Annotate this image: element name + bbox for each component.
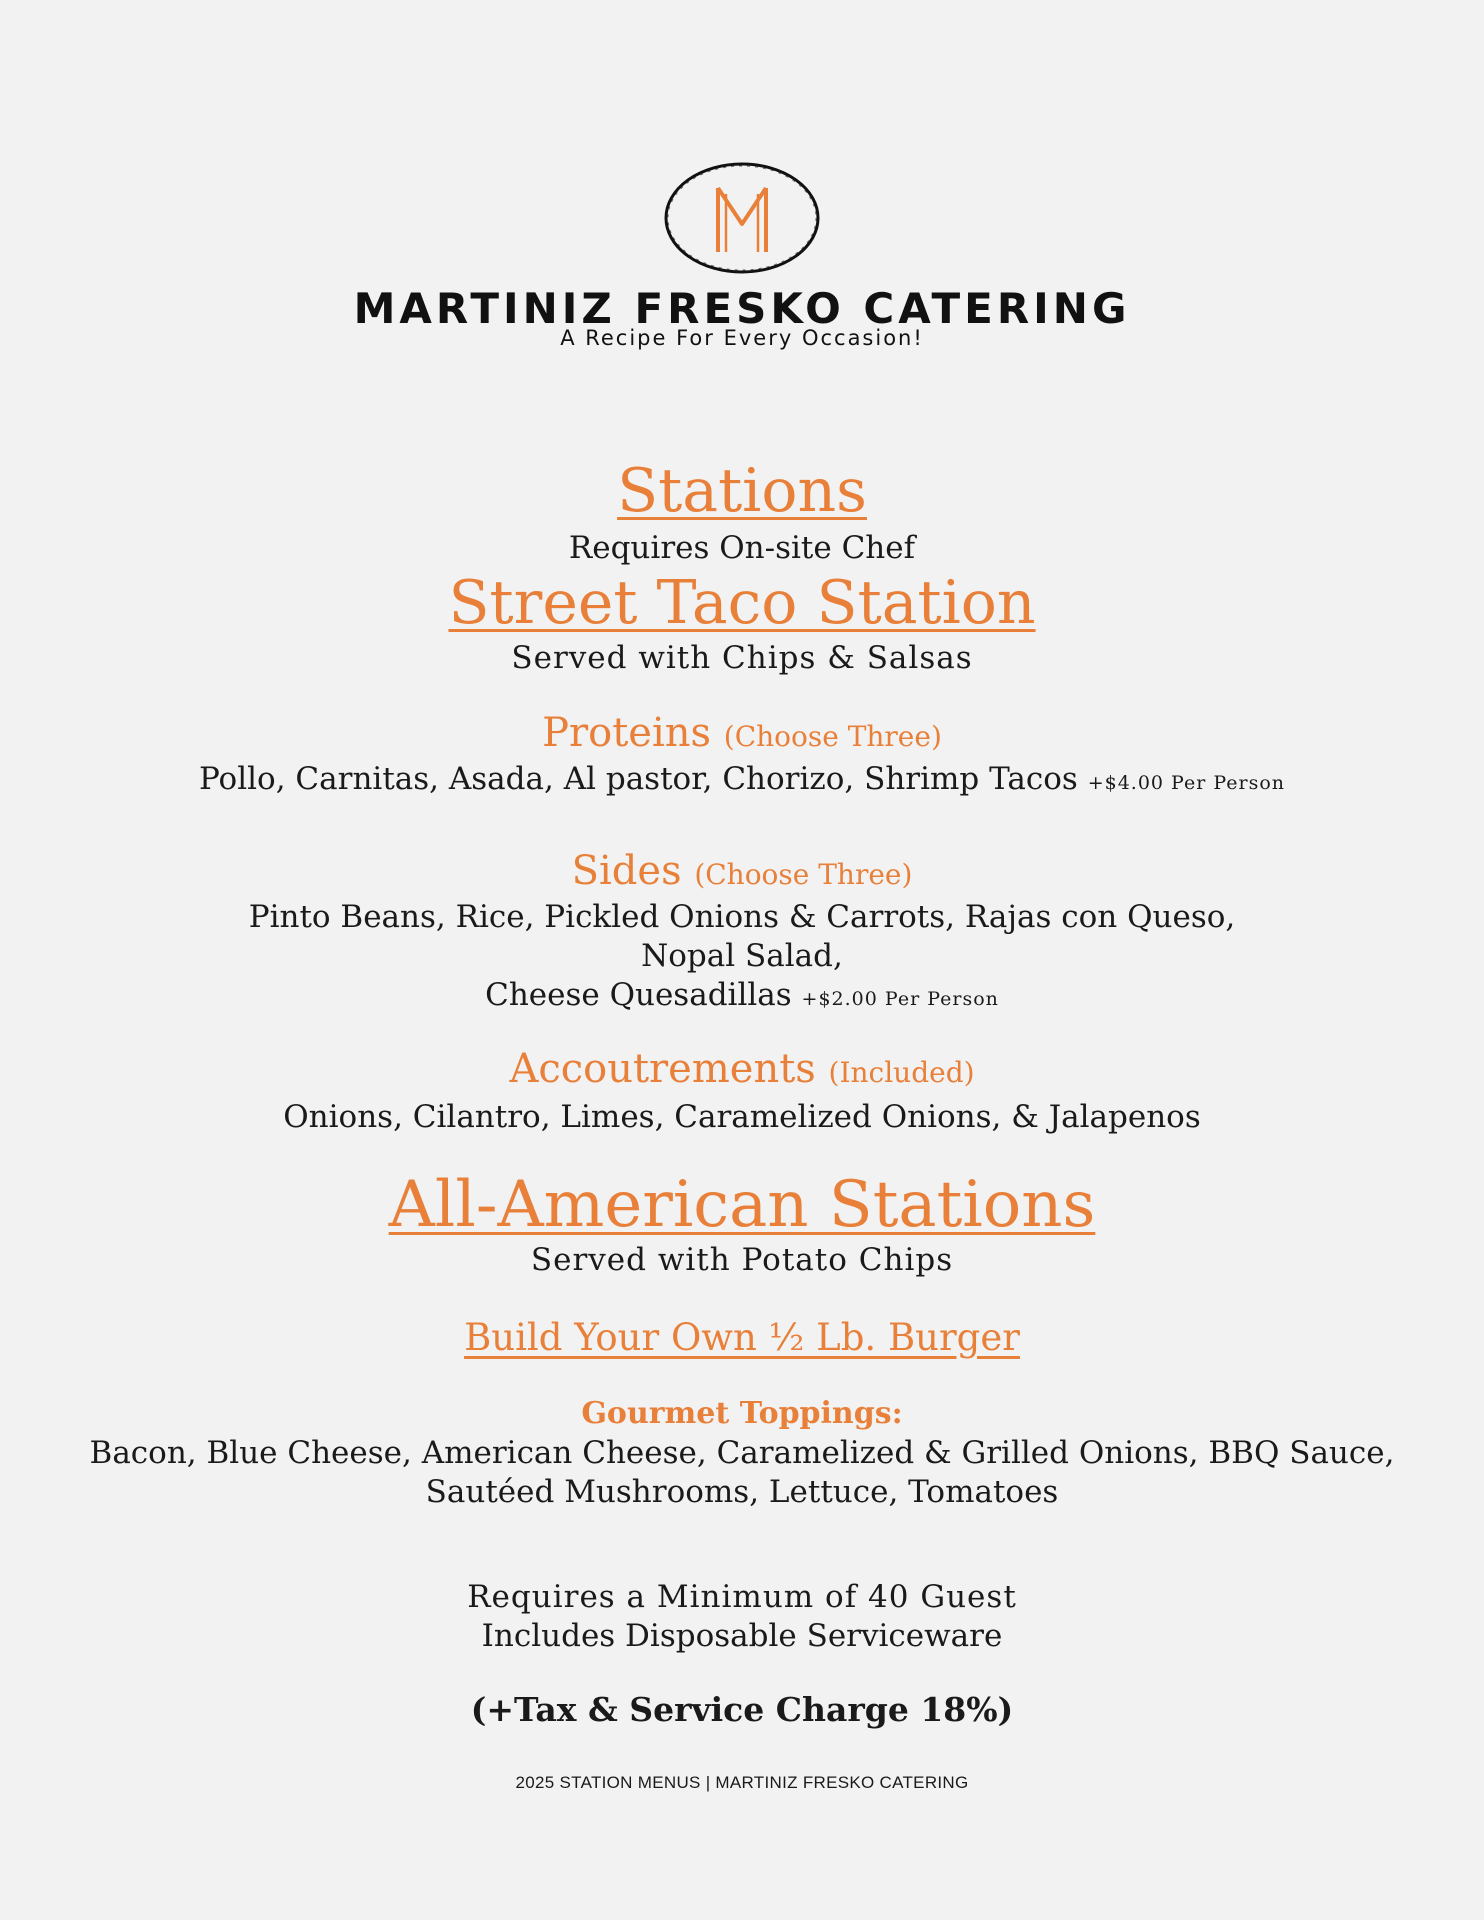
page-title: Stations xyxy=(617,456,867,526)
sides-heading xyxy=(0,848,1484,894)
page-footer: 2025 STATION MENUS | MARTINIZ FRESKO CATERING xyxy=(515,1773,969,1792)
sides-line-2: Nopal Salad, xyxy=(641,938,843,974)
logo-emblem xyxy=(662,160,822,278)
sides-qualifier: (Choose Three) xyxy=(694,858,913,891)
burger-heading: Build Your Own ½ Lb. Burger xyxy=(464,1316,1020,1359)
sides-line-3 xyxy=(0,976,1484,1019)
sides-quesadillas: Cheese Quesadillas xyxy=(485,977,792,1013)
toppings-line-2: Sautéed Mushrooms, Lettuce, Tomatoes xyxy=(425,1474,1059,1510)
american-station-title: All-American Stations xyxy=(388,1168,1096,1242)
proteins-price-note: +$4.00 Per Person xyxy=(1087,772,1286,794)
brand-tagline: A Recipe For Every Occasion! xyxy=(560,326,924,350)
proteins-items: Pollo, Carnitas, Asada, Al pastor, Chorizo, Shrimp Tacos xyxy=(198,761,1078,797)
accoutrements-list: Onions, Cilantro, Limes, Caramelized Onions, & Jalapenos xyxy=(283,1099,1201,1135)
proteins-heading-label: Proteins xyxy=(542,710,712,756)
chef-requirement: Requires On-site Chef xyxy=(568,530,916,566)
accoutrements-heading-label: Accoutrements xyxy=(509,1046,816,1092)
taco-station-subtitle: Served with Chips & Salsas xyxy=(511,640,973,676)
accoutrements-qualifier: (Included) xyxy=(828,1056,975,1089)
proteins-list xyxy=(0,760,1484,803)
tax-service-charge: (+Tax & Service Charge 18%) xyxy=(470,1690,1014,1729)
serviceware-note: Includes Disposable Serviceware xyxy=(481,1618,1003,1654)
sides-price-note: +$2.00 Per Person xyxy=(801,988,999,1010)
taco-station-title: Street Taco Station xyxy=(448,568,1036,638)
toppings-heading: Gourmet Toppings: xyxy=(581,1396,903,1431)
american-station-subtitle: Served with Potato Chips xyxy=(530,1242,954,1278)
sides-line-1: Pinto Beans, Rice, Pickled Onions & Carrots, Rajas con Queso, xyxy=(248,899,1236,935)
accoutrements-heading xyxy=(0,1046,1484,1092)
guest-minimum: Requires a Minimum of 40 Guest xyxy=(467,1579,1017,1615)
logo-circle-icon xyxy=(662,160,822,278)
brand-name: MARTINIZ FRESKO CATERING xyxy=(353,284,1131,333)
proteins-heading xyxy=(0,710,1484,756)
toppings-line-1: Bacon, Blue Cheese, American Cheese, Caramelized & Grilled Onions, BBQ Sauce, xyxy=(89,1435,1395,1471)
sides-heading-label: Sides xyxy=(571,848,682,894)
proteins-qualifier: (Choose Three) xyxy=(723,720,942,753)
